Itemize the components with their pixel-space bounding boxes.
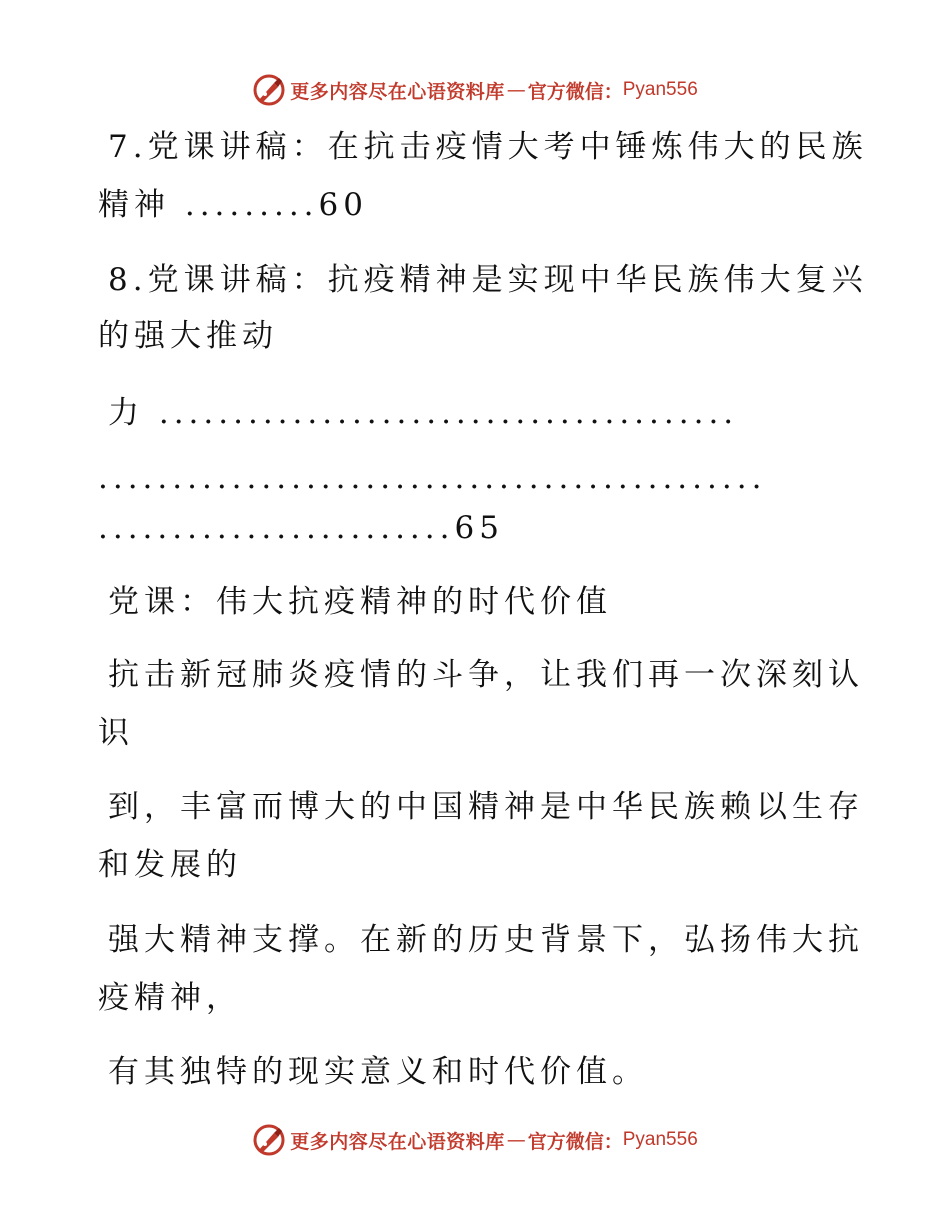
paragraph-line-5: 强大精神支撑。在新的历史背景下，弘扬伟大抗: [108, 922, 864, 958]
toc-entry-8-line-1: 8.党课讲稿：抗疫精神是实现中华民族伟大复兴: [108, 262, 868, 298]
paragraph-line-2: 识: [98, 715, 134, 751]
header-banner-inner: [252, 73, 698, 107]
toc-entry-8-line-5: ........................65: [98, 510, 504, 546]
paragraph-line-1: 抗击新冠肺炎疫情的斗争，让我们再一次深刻认: [108, 657, 864, 693]
footer-banner-text: 更多内容尽在心语资料库: [290, 1130, 505, 1153]
paragraph-line-3: 到，丰富而博大的中国精神是中华民族赖以生存: [108, 789, 864, 825]
toc-entry-8-line-3: 力 .......................................: [108, 395, 739, 431]
footer-banner-inner: [252, 1123, 698, 1157]
footer-wechat-label: 官方微信：: [527, 1130, 623, 1153]
footer-banner: [0, 1120, 950, 1160]
header-banner-separator: —: [506, 79, 526, 101]
paragraph-line-6: 疫精神，: [98, 980, 242, 1016]
pen-logo-icon: [252, 1123, 286, 1157]
section-title: 党课：伟大抗疫精神的时代价值: [108, 584, 612, 620]
header-wechat-id: Pyan556: [622, 79, 698, 100]
pen-logo-icon: [252, 73, 286, 107]
header-banner-text: 更多内容尽在心语资料库: [290, 80, 505, 103]
toc-entry-8-line-4: .............................................: [98, 460, 767, 496]
header-banner: [0, 70, 950, 110]
toc-entry-7-line-2: 精神 .........60: [98, 187, 368, 223]
toc-entry-7-line-1: 7.党课讲稿：在抗击疫情大考中锤炼伟大的民族: [108, 129, 868, 165]
paragraph-line-4: 和发展的: [98, 847, 242, 883]
footer-banner-separator: —: [506, 1129, 526, 1151]
paragraph-line-7: 有其独特的现实意义和时代价值。: [108, 1054, 648, 1090]
toc-entry-8-line-2: 的强大推动: [98, 318, 278, 354]
footer-wechat-id: Pyan556: [622, 1129, 698, 1150]
header-wechat-label: 官方微信：: [527, 80, 623, 103]
